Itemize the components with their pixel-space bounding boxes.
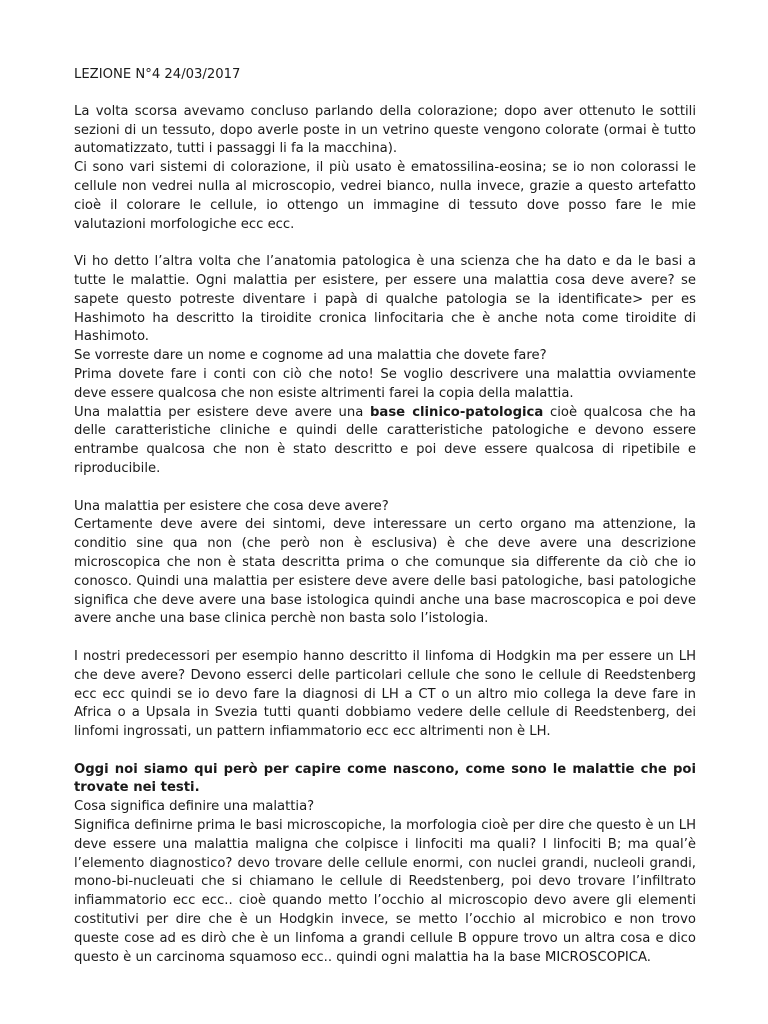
paragraph-hodgkin-example: I nostri predecessori per esempio hanno descritto il linfoma di Hodgkin ma per essere un LH che deve avere? Devono esserci delle particolari cellule che sono le cellule di Reedstenberg ecc ecc quindi se io devo fare la diagnosi di LH a CT o un altro mio collega la deve fare in Africa o a Upsala in Svezia tutti quanti dobbiamo vedere delle cellule di Reedstenberg, dei linfomi ingrossati, un pattern infiammatorio ecc ecc altrimenti non è LH.	[74, 648, 696, 740]
paragraph-bold-today	[74, 761, 696, 799]
paragraph-microscopic-basis: Significa definirne prima le basi microscopiche, la morfologia cioè per dire che questo è un LH deve essere una malattia maligna che colpisce i linfociti ma quali? I linfociti B; ma qual’è l’elemento diagnostico? devo trovare delle cellule enormi, con nuclei grandi, nucleoli grandi, mono-bi-nucleuati che si chiamano le cellule di Reedstenberg, poi devo trovare l’infiltrato infiammatorio ecc ecc.. cioè quando metto l’occhio al microscopio devo avere gli elementi costitutivi per dire che è un Hodgkin invece, se metto l’occhio al microbico e non trovo queste cose ad es dirò che è un linfoma a grandi cellule B oppure trovo un altra cosa e dico questo è un carcinoma squamoso ecc.. quindi ogni malattia ha la base MICROSCOPICA.	[74, 818, 696, 965]
bold-term-base-clinico-patologica: base clinico-patologica	[369, 404, 544, 420]
paragraph-symptoms-histology: Certamente deve avere dei sintomi, deve interessare un certo organo ma attenzione, la conditio sine qua non (che però non è esclusiva) è che deve avere una descrizione microscopica che non è stata descritta prima o che comunque sia differente da ciò che io conosco. Quindi una malattia per esistere deve avere delle basi patologiche, basi patologiche significa che deve avere una base istologica quindi anche una base macroscopica e poi deve avere anche una base clinica perchè non basta solo l’istologia.	[74, 517, 696, 627]
text-after-bold: cioè qualcosa che ha delle caratteristiche cliniche e quindi delle caratteristiche patologiche e devono essere entrambe qualcosa che non è stato descritto e poi deve essere qualcosa di ripetibile e riproducibile.	[74, 404, 696, 476]
paragraph-define-question: Cosa significa definire una malattia?	[74, 799, 315, 815]
paragraph-name-question: Se vorreste dare un nome e cognome ad una malattia che dovete fare?	[74, 348, 547, 364]
document-page	[74, 66, 696, 967]
paragraph-disease-question: Una malattia per esistere che cosa deve avere?	[74, 498, 389, 514]
paragraph-known-facts: Prima dovete fare i conti con ciò che noto! Se voglio descrivere una malattia ovviamente deve essere qualcosa che non esiste altrimenti farei la copia della malattia.	[74, 366, 696, 401]
paragraph-coloring-intro: La volta scorsa avevamo concluso parlando della colorazione; dopo aver ottenuto le sottili sezioni di un tessuto, dopo averle poste in un vetrino queste vengono colorate (ormai è tutto automatizzato, tutti i passaggi li fa la macchina).	[74, 103, 696, 157]
paragraph-clinical-pathological-basis	[74, 404, 696, 479]
bold-statement: Oggi noi siamo qui però per capire come nascono, come sono le malattie che poi trovate nei testi.	[74, 761, 696, 796]
paragraph-pathology-science: Vi ho detto l’altra volta che l’anatomia patologica è una scienza che ha dato e da le basi a tutte le malattie. Ogni malattia per esistere, per essere una malattia cosa deve avere? se sapete questo potreste diventare i papà di qualche patologia se la identificate> per es Hashimoto ha descritto la tiroidite cronica linfocitaria che è anche nota come tiroidite di Hashimoto.	[74, 254, 696, 345]
paragraph-staining-systems: Ci sono vari sistemi di colorazione, il più usato è ematossilina-eosina; se io non colorassi le cellule non vedrei nulla al microscopio, vedrei bianco, nulla invece, grazie a questo artefatto cioè il colorare le cellule, io ottengo un immagine di tessuto dove posso fare le mie valutazioni morfologiche ecc ecc.	[74, 160, 696, 232]
text-before-bold: Una malattia per esistere deve avere una	[74, 404, 370, 420]
lesson-title: LEZIONE N°4 24/03/2017	[74, 67, 241, 82]
